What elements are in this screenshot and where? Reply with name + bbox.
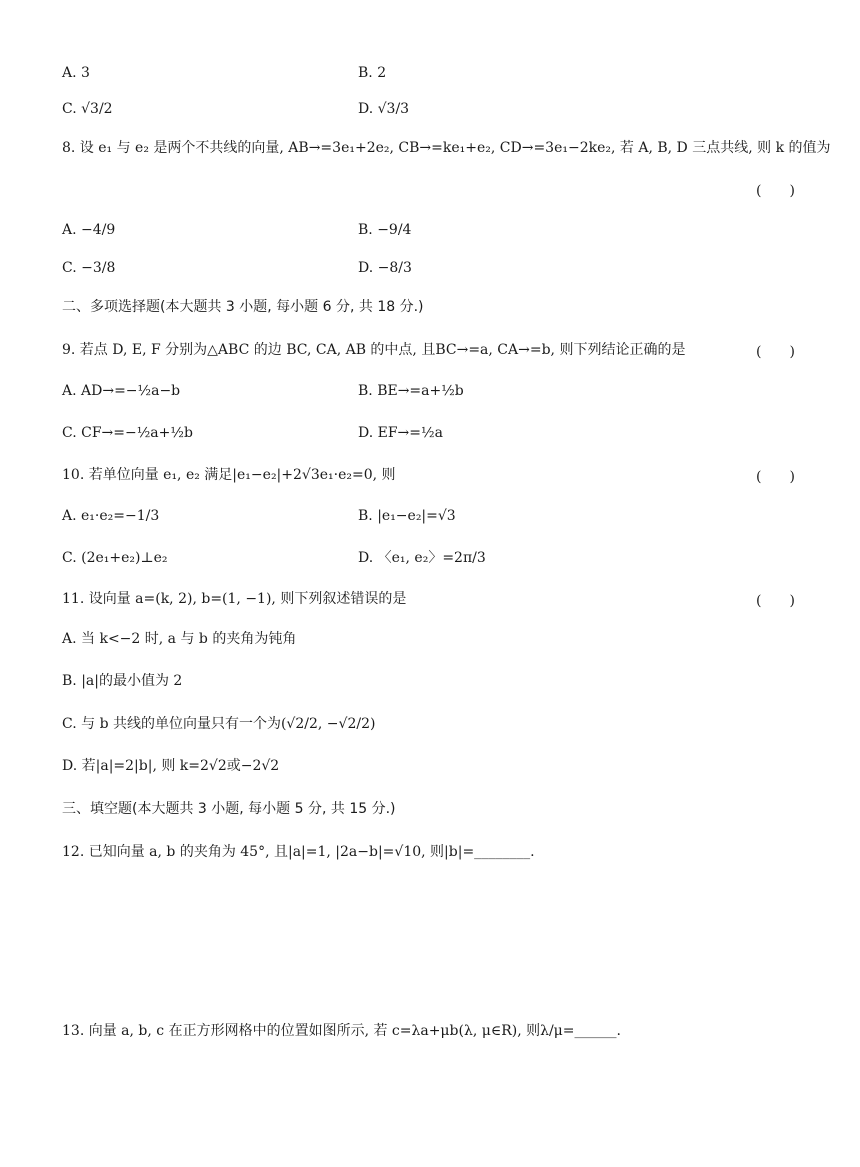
q8-stem: 8. 设 e₁ 与 e₂ 是两个不共线的向量, AB→=3e₁+2e₂, CB→=ke₁+e₂, CD→=3e₁−2ke₂, 若 A, B, D 三点共线, 则 k 的值为 [62, 140, 831, 156]
q11-option-a: A. 当 k<−2 时, a 与 b 的夹角为钝角 [62, 631, 297, 647]
q8-option-b: B. −9/4 [358, 222, 412, 238]
q9-answer-paren: ( ) [756, 344, 795, 360]
q9-stem: 9. 若点 D, E, F 分别为△ABC 的边 BC, CA, AB 的中点, 且BC→=a, CA→=b, 则下列结论正确的是 [62, 342, 686, 358]
q10-option-a: A. e₁·e₂=−1/3 [62, 508, 160, 524]
q10-answer-paren: ( ) [756, 469, 795, 485]
q10-stem: 10. 若单位向量 e₁, e₂ 满足|e₁−e₂|+2√3e₁·e₂=0, 则 [62, 467, 396, 483]
q12-stem: 12. 已知向量 a, b 的夹角为 45°, 且|a|=1, |2a−b|=√10, 则|b|=________. [62, 844, 535, 860]
q11-option-d: D. 若|a|=2|b|, 则 k=2√2或−2√2 [62, 758, 280, 774]
q8-option-a: A. −4/9 [62, 222, 116, 238]
q11-stem: 11. 设向量 a=(k, 2), b=(1, −1), 则下列叙述错误的是 [62, 591, 407, 607]
q7-option-d: D. √3/3 [358, 101, 410, 117]
q7-option-c: C. √3/2 [62, 101, 113, 117]
q9-option-b: B. BE→=a+½b [358, 383, 464, 399]
q9-option-c: C. CF→=−½a+½b [62, 425, 193, 441]
q10-option-c: C. (2e₁+e₂)⊥e₂ [62, 550, 168, 566]
q8-option-d: D. −8/3 [358, 260, 412, 276]
q10-option-b: B. |e₁−e₂|=√3 [358, 508, 456, 524]
q13-stem: 13. 向量 a, b, c 在正方形网格中的位置如图所示, 若 c=λa+μb(λ, μ∈R), 则λ/μ=______. [62, 1023, 621, 1039]
q7-option-b: B. 2 [358, 65, 387, 81]
q8-answer-paren: ( ) [756, 183, 795, 199]
q9-option-d: D. EF→=½a [358, 425, 443, 441]
q7-option-a: A. 3 [62, 65, 90, 81]
section-heading-multiple-choice: 二、多项选择题(本大题共 3 小题, 每小题 6 分, 共 18 分.) [62, 299, 424, 315]
q11-option-c: C. 与 b 共线的单位向量只有一个为(√2/2, −√2/2) [62, 716, 376, 732]
q8-option-c: C. −3/8 [62, 260, 116, 276]
q11-answer-paren: ( ) [756, 593, 795, 609]
q9-option-a: A. AD→=−½a−b [62, 383, 181, 399]
q10-option-d: D. 〈e₁, e₂〉=2π/3 [358, 550, 486, 566]
section-heading-fill-in: 三、填空题(本大题共 3 小题, 每小题 5 分, 共 15 分.) [62, 801, 396, 817]
q11-option-b: B. |a|的最小值为 2 [62, 673, 183, 689]
